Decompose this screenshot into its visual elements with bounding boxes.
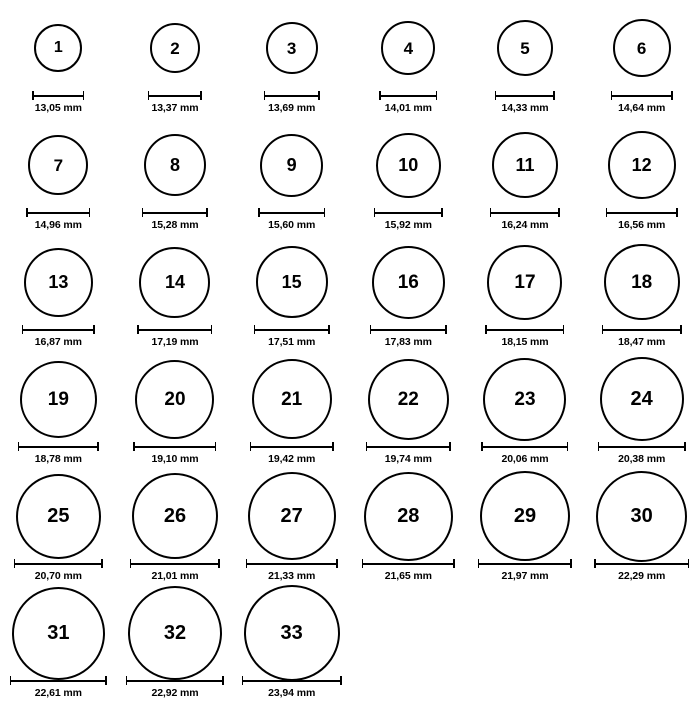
measure-line	[126, 680, 224, 682]
diameter-label: 20,38 mm	[618, 453, 666, 465]
ring-wrapper	[139, 240, 210, 324]
measure-tick-left	[490, 208, 492, 217]
measure-line	[242, 680, 342, 682]
ring-circle-outline	[608, 131, 676, 199]
ring-size-number: 18	[631, 271, 653, 293]
ring-size-number: 2	[170, 38, 180, 58]
diameter-measure-bar	[594, 559, 689, 568]
diameter-label: 14,96 mm	[34, 219, 82, 231]
ring-size-number: 27	[280, 505, 303, 527]
ring-circle-outline	[260, 134, 323, 197]
diameter-label: 22,92 mm	[151, 687, 199, 699]
ring-wrapper	[266, 6, 318, 90]
measure-tick-left	[366, 442, 368, 451]
ring-size-cell[interactable]	[467, 240, 584, 357]
ring-size-cell[interactable]	[583, 474, 700, 591]
measure-tick-right	[671, 91, 673, 100]
measure-tick-left	[481, 442, 483, 451]
measure-line	[258, 212, 325, 214]
ring-size-number: 12	[631, 155, 652, 175]
measure-tick-right	[324, 208, 326, 217]
measure-tick-right	[97, 442, 99, 451]
ring-circle-outline	[12, 587, 105, 680]
measure-tick-right	[680, 325, 682, 334]
ring-size-number: 21	[281, 388, 303, 410]
diameter-measure-bar	[478, 559, 572, 568]
measure-tick-right	[684, 442, 686, 451]
measure-line	[374, 212, 443, 214]
diameter-label: 16,87 mm	[34, 336, 82, 348]
diameter-measure-bar	[130, 559, 220, 568]
ring-wrapper	[604, 240, 680, 324]
ring-size-cell[interactable]	[117, 240, 234, 357]
measure-line	[379, 95, 437, 97]
ring-circle-outline	[483, 358, 566, 441]
ring-size-number: 1	[53, 39, 63, 56]
ring-size-cell[interactable]	[233, 474, 350, 591]
ring-size-number: 9	[286, 155, 297, 175]
measure-tick-left	[254, 325, 256, 334]
measure-line	[18, 446, 99, 448]
ring-size-cell[interactable]	[583, 240, 700, 357]
measure-tick-left	[611, 91, 613, 100]
ring-wrapper	[596, 474, 687, 558]
ring-wrapper	[368, 357, 449, 441]
ring-size-number: 17	[514, 271, 536, 293]
measure-line	[264, 95, 320, 97]
ring-size-number: 26	[163, 505, 187, 527]
diameter-label: 13,37 mm	[151, 102, 199, 114]
measure-tick-right	[553, 91, 555, 100]
ring-circle-outline	[266, 22, 318, 74]
ring-circle-outline	[16, 474, 101, 559]
ring-size-cell[interactable]	[117, 123, 234, 240]
ring-circle-outline	[24, 248, 93, 317]
measure-tick-left	[606, 208, 608, 217]
measure-line	[26, 212, 90, 214]
ring-wrapper	[252, 357, 332, 441]
ring-wrapper	[144, 123, 206, 207]
measure-line	[485, 329, 564, 331]
measure-line	[130, 563, 220, 565]
ring-circle-outline	[132, 473, 218, 559]
measure-tick-right	[215, 442, 217, 451]
measure-line	[254, 329, 330, 331]
measure-tick-right	[222, 676, 224, 685]
ring-size-cell[interactable]	[233, 123, 350, 240]
diameter-measure-bar	[490, 208, 560, 217]
measure-tick-right	[449, 442, 451, 451]
ring-size-cell[interactable]	[233, 6, 350, 123]
ring-size-cell[interactable]	[467, 6, 584, 123]
ring-circle-outline	[135, 360, 214, 439]
ring-size-cell[interactable]	[350, 357, 467, 474]
diameter-measure-bar	[148, 91, 202, 100]
diameter-label: 17,83 mm	[384, 336, 432, 348]
measure-line	[10, 680, 107, 682]
ring-size-number: 5	[520, 38, 530, 58]
measure-line	[133, 446, 216, 448]
measure-tick-left	[379, 91, 381, 100]
measure-line	[611, 95, 673, 97]
measure-tick-right	[558, 208, 560, 217]
ring-circle-outline	[252, 359, 332, 439]
measure-tick-right	[676, 208, 678, 217]
ring-size-cell[interactable]	[0, 357, 117, 474]
ring-circle-outline	[372, 246, 445, 319]
diameter-label: 22,61 mm	[34, 687, 82, 699]
diameter-label: 17,51 mm	[268, 336, 316, 348]
measure-tick-left	[374, 208, 376, 217]
measure-tick-left	[32, 91, 34, 100]
diameter-measure-bar	[32, 91, 84, 100]
ring-circle-outline	[492, 132, 558, 198]
diameter-measure-bar	[485, 325, 564, 334]
diameter-measure-bar	[264, 91, 320, 100]
ring-circle-outline	[497, 20, 553, 76]
ring-wrapper	[28, 123, 88, 207]
diameter-label: 14,64 mm	[618, 102, 666, 114]
diameter-label: 16,24 mm	[501, 219, 549, 231]
measure-tick-left	[495, 91, 497, 100]
measure-tick-right	[563, 325, 565, 334]
diameter-label: 19,10 mm	[151, 453, 199, 465]
measure-tick-right	[436, 91, 438, 100]
measure-tick-left	[22, 325, 24, 334]
diameter-measure-bar	[133, 442, 216, 451]
measure-tick-right	[83, 91, 85, 100]
diameter-label: 16,56 mm	[618, 219, 666, 231]
ring-size-number: 32	[163, 622, 187, 644]
diameter-measure-bar	[126, 676, 224, 685]
ring-circle-outline	[34, 24, 82, 72]
measure-line	[362, 563, 455, 565]
measure-tick-left	[126, 676, 128, 685]
diameter-label: 21,65 mm	[384, 570, 432, 582]
ring-circle-outline	[20, 361, 97, 438]
measure-line	[250, 446, 334, 448]
ring-circle-outline	[256, 246, 328, 318]
ring-circle-outline	[248, 472, 336, 560]
diameter-measure-bar	[598, 442, 686, 451]
diameter-label: 15,92 mm	[384, 219, 432, 231]
ring-wrapper	[248, 474, 336, 558]
ring-wrapper	[372, 240, 445, 324]
diameter-measure-bar	[366, 442, 451, 451]
measure-tick-left	[362, 559, 364, 568]
ring-size-number: 33	[280, 622, 303, 644]
measure-line	[598, 446, 686, 448]
ring-size-cell[interactable]	[0, 123, 117, 240]
ring-size-cell[interactable]	[467, 357, 584, 474]
ring-circle-outline	[596, 471, 687, 562]
diameter-measure-bar	[602, 325, 682, 334]
diameter-label: 19,74 mm	[384, 453, 432, 465]
diameter-measure-bar	[246, 559, 338, 568]
ring-size-number: 30	[630, 505, 653, 527]
ring-wrapper	[376, 123, 441, 207]
ring-size-cell[interactable]	[350, 123, 467, 240]
ring-circle-outline	[364, 472, 453, 561]
measure-tick-left	[242, 676, 244, 685]
diameter-measure-bar	[10, 676, 107, 685]
diameter-measure-bar	[362, 559, 455, 568]
ring-wrapper	[132, 474, 218, 558]
ring-wrapper	[135, 357, 214, 441]
measure-line	[137, 329, 212, 331]
ring-size-number: 6	[636, 38, 647, 58]
measure-tick-left	[598, 442, 600, 451]
measure-tick-right	[340, 676, 342, 685]
measure-line	[22, 329, 95, 331]
ring-size-number: 13	[48, 272, 69, 292]
ring-wrapper	[608, 123, 676, 207]
measure-line	[481, 446, 568, 448]
diameter-label: 13,05 mm	[34, 102, 82, 114]
measure-tick-right	[332, 442, 334, 451]
measure-line	[495, 95, 555, 97]
measure-tick-left	[602, 325, 604, 334]
diameter-label: 21,33 mm	[268, 570, 316, 582]
diameter-label: 14,01 mm	[384, 102, 432, 114]
diameter-label: 23,94 mm	[268, 687, 316, 699]
diameter-measure-bar	[242, 676, 342, 685]
measure-tick-right	[93, 325, 95, 334]
ring-size-cell[interactable]	[467, 123, 584, 240]
measure-line	[148, 95, 202, 97]
measure-tick-left	[130, 559, 132, 568]
measure-line	[366, 446, 451, 448]
ring-size-cell[interactable]	[233, 591, 350, 708]
diameter-measure-bar	[14, 559, 103, 568]
measure-tick-left	[142, 208, 144, 217]
ring-circle-outline	[487, 245, 562, 320]
measure-tick-right	[328, 325, 330, 334]
measure-line	[142, 212, 208, 214]
ring-wrapper	[34, 6, 82, 90]
ring-circle-outline	[613, 19, 671, 77]
measure-tick-left	[485, 325, 487, 334]
ring-size-cell[interactable]	[117, 591, 234, 708]
ring-size-number: 7	[53, 155, 64, 175]
ring-size-cell[interactable]	[0, 474, 117, 591]
diameter-measure-bar	[370, 325, 447, 334]
measure-tick-left	[148, 91, 150, 100]
ring-size-number: 19	[47, 388, 69, 410]
ring-wrapper	[150, 6, 200, 90]
measure-tick-right	[101, 559, 103, 568]
ring-circle-outline	[600, 357, 684, 441]
diameter-label: 18,15 mm	[501, 336, 549, 348]
ring-size-cell[interactable]	[583, 6, 700, 123]
ring-size-cell[interactable]	[233, 240, 350, 357]
ring-size-number: 10	[398, 155, 419, 175]
measure-tick-right	[453, 559, 455, 568]
diameter-measure-bar	[611, 91, 673, 100]
ring-wrapper	[260, 123, 323, 207]
measure-tick-left	[264, 91, 266, 100]
diameter-measure-bar	[18, 442, 99, 451]
ring-size-cell[interactable]	[117, 474, 234, 591]
ring-size-cell[interactable]	[0, 240, 117, 357]
measure-tick-right	[441, 208, 443, 217]
ring-size-cell[interactable]	[583, 357, 700, 474]
ring-wrapper	[613, 6, 671, 90]
measure-tick-left	[14, 559, 16, 568]
ring-size-cell[interactable]	[467, 474, 584, 591]
ring-circle-outline	[376, 133, 441, 198]
ring-wrapper	[12, 591, 105, 675]
ring-size-number: 8	[169, 155, 180, 175]
ring-wrapper	[256, 240, 328, 324]
measure-line	[14, 563, 103, 565]
ring-circle-outline	[480, 471, 570, 561]
ring-wrapper	[364, 474, 453, 558]
ring-circle-outline	[381, 21, 435, 75]
diameter-label: 20,06 mm	[501, 453, 549, 465]
diameter-measure-bar	[137, 325, 212, 334]
measure-tick-right	[567, 442, 569, 451]
measure-tick-left	[478, 559, 480, 568]
ring-size-number: 15	[281, 272, 302, 292]
ring-size-number: 23	[514, 388, 536, 410]
ring-size-number: 14	[164, 272, 185, 292]
measure-tick-right	[218, 559, 220, 568]
measure-tick-left	[370, 325, 372, 334]
measure-tick-right	[200, 91, 202, 100]
ring-size-number: 25	[47, 505, 70, 527]
ring-circle-outline	[28, 135, 88, 195]
ring-wrapper	[128, 591, 222, 675]
ring-wrapper	[480, 474, 570, 558]
diameter-label: 20,70 mm	[34, 570, 82, 582]
diameter-measure-bar	[481, 442, 568, 451]
measure-tick-left	[258, 208, 260, 217]
measure-tick-left	[10, 676, 12, 685]
ring-size-number: 22	[397, 388, 419, 410]
ring-circle-outline	[128, 586, 222, 680]
diameter-label: 15,60 mm	[268, 219, 316, 231]
diameter-label: 21,97 mm	[501, 570, 549, 582]
ring-size-number: 3	[286, 38, 297, 58]
ring-size-number: 11	[515, 155, 535, 175]
ring-circle-outline	[139, 247, 210, 318]
diameter-measure-bar	[379, 91, 437, 100]
ring-circle-outline	[144, 134, 206, 196]
measure-tick-right	[688, 559, 690, 568]
ring-size-cell[interactable]	[350, 240, 467, 357]
measure-tick-left	[133, 442, 135, 451]
ring-size-number: 20	[164, 388, 186, 410]
diameter-label: 18,47 mm	[618, 336, 666, 348]
diameter-measure-bar	[250, 442, 334, 451]
ring-wrapper	[600, 357, 684, 441]
ring-wrapper	[244, 591, 340, 675]
measure-line	[370, 329, 447, 331]
ring-wrapper	[492, 123, 558, 207]
diameter-measure-bar	[495, 91, 555, 100]
ring-size-number: 16	[397, 271, 419, 293]
diameter-label: 17,19 mm	[151, 336, 199, 348]
ring-circle-outline	[604, 244, 680, 320]
measure-tick-right	[211, 325, 213, 334]
diameter-label: 14,33 mm	[501, 102, 549, 114]
measure-tick-left	[18, 442, 20, 451]
ring-size-cell[interactable]	[0, 6, 117, 123]
diameter-measure-bar	[254, 325, 330, 334]
ring-size-number: 29	[513, 505, 537, 527]
diameter-measure-bar	[142, 208, 208, 217]
measure-line	[602, 329, 682, 331]
measure-tick-left	[250, 442, 252, 451]
ring-wrapper	[20, 357, 97, 441]
ring-size-number: 31	[47, 622, 70, 644]
ring-size-cell[interactable]	[117, 357, 234, 474]
ring-wrapper	[483, 357, 566, 441]
measure-tick-right	[336, 559, 338, 568]
ring-wrapper	[487, 240, 562, 324]
measure-tick-right	[318, 91, 320, 100]
measure-tick-left	[594, 559, 596, 568]
measure-tick-right	[89, 208, 91, 217]
ring-size-cell[interactable]	[233, 357, 350, 474]
ring-wrapper	[16, 474, 101, 558]
ring-wrapper	[24, 240, 93, 324]
ring-size-cell[interactable]	[117, 6, 234, 123]
ring-circle-outline	[244, 585, 340, 681]
measure-line	[478, 563, 572, 565]
diameter-label: 13,69 mm	[268, 102, 316, 114]
ring-size-cell[interactable]	[350, 6, 467, 123]
diameter-measure-bar	[258, 208, 325, 217]
measure-line	[246, 563, 338, 565]
diameter-measure-bar	[26, 208, 90, 217]
ring-wrapper	[497, 6, 553, 90]
ring-size-cell[interactable]	[0, 591, 117, 708]
measure-tick-right	[206, 208, 208, 217]
ring-circle-outline	[150, 23, 200, 73]
measure-tick-right	[570, 559, 572, 568]
diameter-label: 19,42 mm	[268, 453, 316, 465]
ring-size-cell[interactable]	[583, 123, 700, 240]
diameter-measure-bar	[374, 208, 443, 217]
measure-tick-left	[26, 208, 28, 217]
ring-size-cell[interactable]	[350, 474, 467, 591]
ring-size-number: 24	[630, 388, 653, 410]
ring-circle-outline	[368, 359, 449, 440]
measure-tick-right	[445, 325, 447, 334]
measure-line	[606, 212, 678, 214]
ring-wrapper	[381, 6, 435, 90]
diameter-measure-bar	[22, 325, 95, 334]
diameter-label: 21,01 mm	[151, 570, 199, 582]
measure-line	[490, 212, 560, 214]
diameter-label: 22,29 mm	[618, 570, 666, 582]
measure-line	[32, 95, 84, 97]
measure-tick-left	[246, 559, 248, 568]
diameter-label: 18,78 mm	[34, 453, 82, 465]
measure-tick-right	[105, 676, 107, 685]
diameter-label: 15,28 mm	[151, 219, 199, 231]
measure-tick-left	[137, 325, 139, 334]
ring-size-number: 28	[397, 505, 420, 527]
ring-size-number: 4	[403, 38, 414, 58]
measure-line	[594, 563, 689, 565]
diameter-measure-bar	[606, 208, 678, 217]
